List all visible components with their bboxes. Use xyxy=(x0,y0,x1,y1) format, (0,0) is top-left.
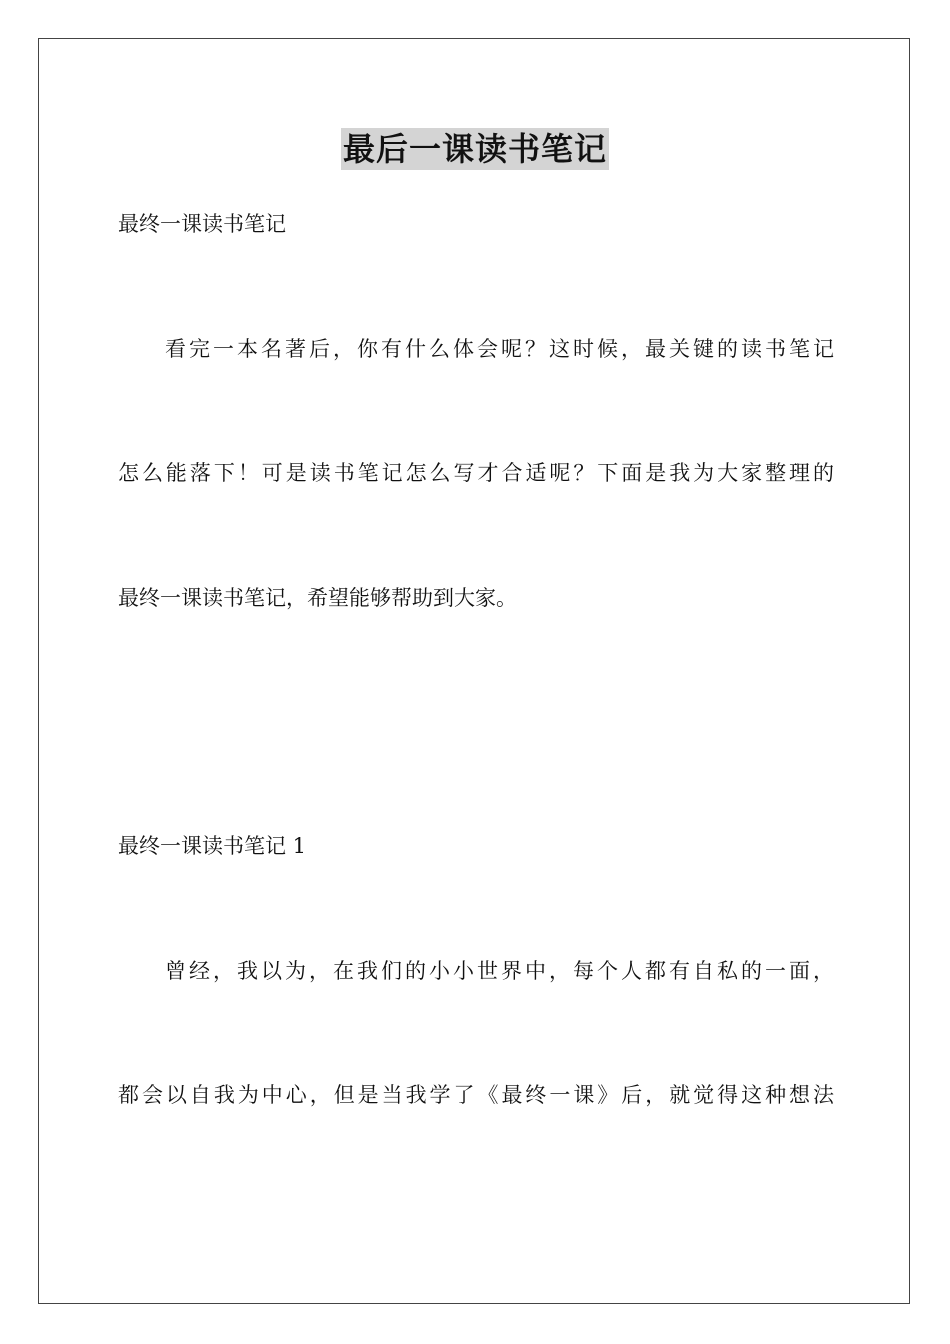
section-line-1: 曾经，我以为，在我们的小小世界中，每个人都有自私的一面， xyxy=(165,959,834,983)
intro-line-2: 怎么能落下！可是读书笔记怎么写才合适呢？下面是我为大家整理的 xyxy=(118,461,834,485)
section-line-2: 都会以自我为中心，但是当我学了《最终一课》后，就觉得这种想法 xyxy=(118,1083,834,1107)
intro-line-3: 最终一课读书笔记，希望能够帮助到大家。 xyxy=(118,586,517,610)
intro-line-1: 看完一本名著后，你有什么体会呢？这时候，最关键的读书笔记 xyxy=(165,337,834,361)
document-title: 最后一课读书笔记 xyxy=(342,130,607,168)
section-heading: 最终一课读书笔记 1 xyxy=(118,834,307,858)
title-container xyxy=(0,128,950,170)
document-subtitle: 最终一课读书笔记 xyxy=(118,212,286,236)
